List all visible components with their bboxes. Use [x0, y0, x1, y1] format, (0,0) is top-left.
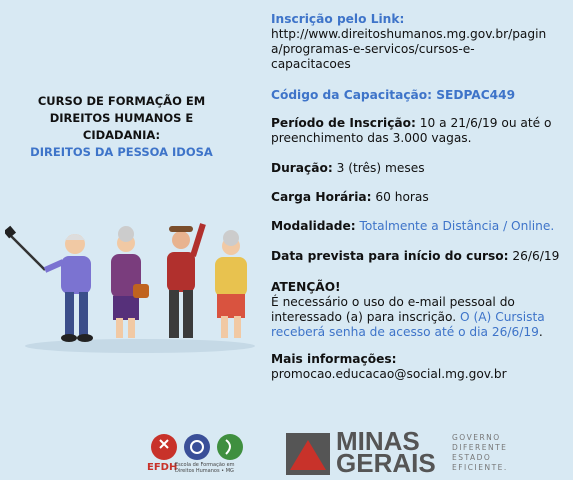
- modalidade-value: Totalmente a Distância / Online.: [355, 219, 555, 233]
- info-label: Mais informações:: [271, 352, 397, 366]
- efdh-description: Escola de Formação em Direitos Humanos • MG: [175, 462, 235, 474]
- atencao-dot: .: [538, 325, 543, 339]
- data-label: Data prevista para início do curso:: [271, 249, 509, 263]
- gov-line1: GOVERNO: [452, 433, 501, 442]
- efdh-label: EFDH: [147, 462, 178, 473]
- codigo-value: SEDPAC449: [436, 88, 516, 102]
- elderly-group-selfie-illustration: [5, 210, 267, 360]
- link-label: Inscrição pelo Link:: [271, 12, 405, 26]
- duracao-value: 3 (três) meses: [332, 161, 425, 175]
- course-title-block: [10, 93, 233, 161]
- atencao-blue-1: O (A) Cursista: [460, 310, 545, 324]
- periodo-value-2: preenchimento das 3.000 vagas.: [271, 131, 472, 145]
- gov-line4: EFICIENTE.: [452, 463, 508, 472]
- periodo-label: Período de Inscrição:: [271, 116, 416, 130]
- link-url-line3[interactable]: capacitacoes: [271, 57, 351, 71]
- gerais-word: GERAIS: [336, 448, 436, 478]
- gov-tagline: [452, 433, 508, 473]
- minas-gerais-wordmark: [336, 426, 436, 478]
- link-url-line1[interactable]: http://www.direitoshumanos.mg.gov.br/pagin: [271, 27, 547, 41]
- atencao-label: ATENÇÃO!: [271, 280, 341, 294]
- carga-value: 60 horas: [371, 190, 429, 204]
- gov-line3: ESTADO: [452, 453, 492, 462]
- data-value: 26/6/19: [508, 249, 560, 263]
- atencao-blue-2: receberá senha de acesso até o dia 26/6/19: [271, 325, 539, 339]
- duracao-label: Duração:: [271, 161, 333, 175]
- info-email[interactable]: promocao.educacao@social.mg.gov.br: [271, 367, 507, 381]
- atencao-line1: É necessário o uso do e-mail pessoal do: [271, 295, 515, 309]
- course-subtitle: DIREITOS DA PESSOA IDOSA: [30, 145, 213, 159]
- atencao-line2: interessado (a) para inscrição.: [271, 310, 460, 324]
- course-title: CURSO DE FORMAÇÃO EM DIREITOS HUMANOS E CIDADANIA:: [37, 94, 206, 142]
- link-url-line2[interactable]: a/programas-e-servicos/cursos-e-: [271, 42, 475, 56]
- codigo-label: Código da Capacitação:: [271, 88, 433, 102]
- efdh-logo-blue-icon: [184, 434, 210, 460]
- periodo-value: 10 a 21/6/19 ou até o: [415, 116, 552, 130]
- efdh-logo-red-icon: [151, 434, 177, 460]
- modalidade-label: Modalidade:: [271, 219, 356, 233]
- carga-label: Carga Horária:: [271, 190, 372, 204]
- minas-word: MINAS: [336, 426, 420, 456]
- gov-line2: DIFERENTE: [452, 443, 508, 452]
